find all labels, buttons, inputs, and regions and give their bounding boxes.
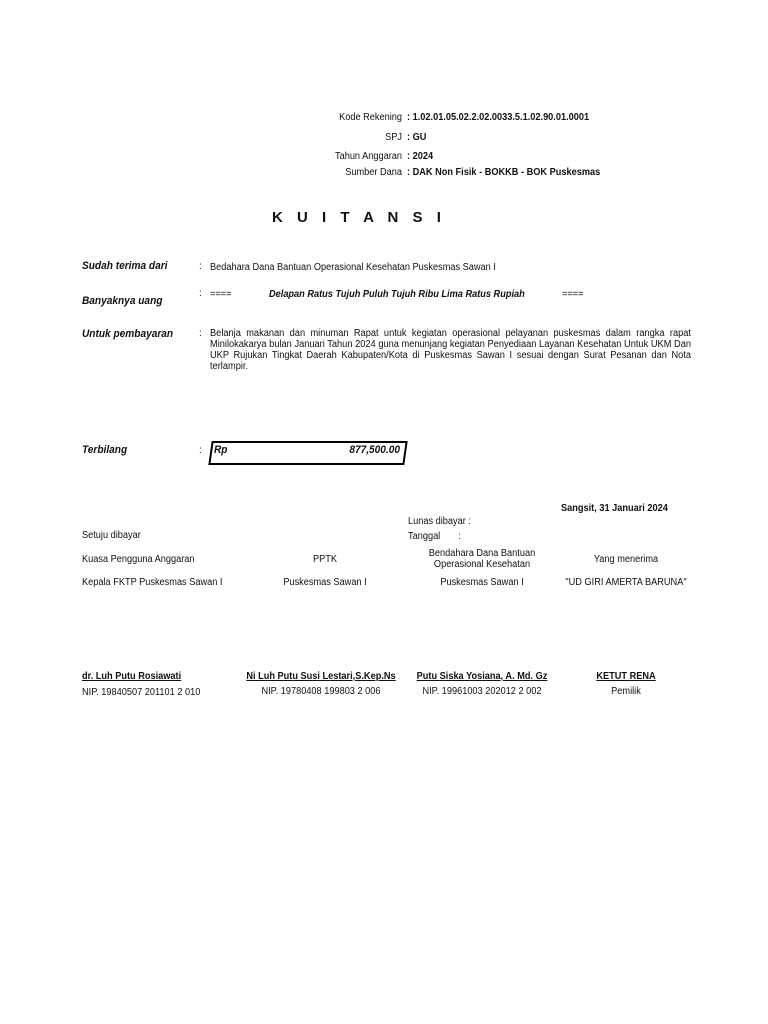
bendahara-role-line2: Operasional Kesehatan xyxy=(433,559,531,570)
penerima-name: KETUT RENA xyxy=(596,671,656,682)
tanggal-label: Tanggal : xyxy=(408,531,461,542)
colon: : xyxy=(199,445,202,456)
kpa-name: dr. Luh Putu Rosiawati xyxy=(82,671,182,682)
sudah-terima-label: Sudah terima dari xyxy=(82,260,168,272)
untuk-pembayaran-label: Untuk pembayaran xyxy=(82,328,174,340)
place-date: Sangsit, 31 Januari 2024 xyxy=(561,503,668,514)
colon: : xyxy=(199,261,202,272)
document-title: K U I T A N S I xyxy=(272,209,446,226)
sumber-dana-value: : DAK Non Fisik - BOKKB - BOK Puskesmas xyxy=(407,167,601,178)
sudah-terima-value: Bedahara Dana Bantuan Operasional Kesehatan Puskesmas Sawan I xyxy=(210,262,496,273)
amount-currency: Rp xyxy=(214,444,228,456)
bendahara-name: Putu Siska Yosiana, A. Md. Gz xyxy=(416,671,548,682)
penerima-title: Pemilik xyxy=(611,686,641,697)
bendahara-role-line1: Bendahara Dana Bantuan xyxy=(428,548,536,559)
setuju-dibayar: Setuju dibayar xyxy=(82,530,141,541)
colon: : xyxy=(199,328,202,339)
bendahara-nip: NIP. 19961003 202012 2 002 xyxy=(422,686,542,697)
bendahara-org: Puskesmas Sawan I xyxy=(440,577,524,588)
spj-label: SPJ xyxy=(385,132,402,143)
pptk-nip: NIP. 19780408 199803 2 006 xyxy=(261,686,381,697)
pptk-name: Ni Luh Putu Susi Lestari,S.Kep.Ns xyxy=(246,671,396,682)
tahun-anggaran-label: Tahun Anggaran xyxy=(334,151,402,162)
kode-rekening-label: Kode Rekening xyxy=(339,112,402,123)
kuasa-pengguna-anggaran-role: Kuasa Pengguna Anggaran xyxy=(82,554,195,565)
kpa-nip: NIP. 19840507 201101 2 010 xyxy=(82,687,201,698)
banyaknya-uang-suffix: ==== xyxy=(562,289,584,300)
tahun-anggaran-value: : 2024 xyxy=(407,151,434,162)
pptk-role: PPTK xyxy=(312,554,338,565)
terbilang-label: Terbilang xyxy=(82,444,128,456)
penerima-role: Yang menerima xyxy=(593,554,659,565)
amount-value: 877,500.00 xyxy=(349,444,400,456)
colon: : xyxy=(199,288,202,299)
banyaknya-uang-label: Banyaknya uang xyxy=(82,295,163,307)
kepala-fktp-org: Kepala FKTP Puskesmas Sawan I xyxy=(82,577,223,588)
spj-value: : GU xyxy=(407,132,427,143)
pptk-org: Puskesmas Sawan I xyxy=(283,577,367,588)
untuk-pembayaran-value: Belanja makanan dan minuman Rapat untuk kegiatan operasional pelayanan puskesmas dalam rangka rapat Minilokakarya bulan Januari Tahun 2024 guna menunjang kegiatan Penyediaan Layanan Kesehatan Untuk UKM Dan UKP Rujukan Tingkat Daerah Kabupaten/Kota di Puskesmas Sawan I sesuai dengan Surat Pesanan dan Nota terlampir. xyxy=(210,328,691,372)
penerima-org: "UD GIRI AMERTA BARUNA" xyxy=(565,577,687,588)
banyaknya-uang-value: Delapan Ratus Tujuh Puluh Tujuh Ribu Lima Ratus Rupiah xyxy=(269,289,525,300)
kode-rekening-value: : 1.02.01.05.02.2.02.0033.5.1.02.90.01.0001 xyxy=(407,112,590,123)
banyaknya-uang-prefix: ==== xyxy=(210,289,232,300)
sumber-dana-label: Sumber Dana xyxy=(345,167,402,178)
lunas-dibayar: Lunas dibayar : xyxy=(408,516,471,527)
